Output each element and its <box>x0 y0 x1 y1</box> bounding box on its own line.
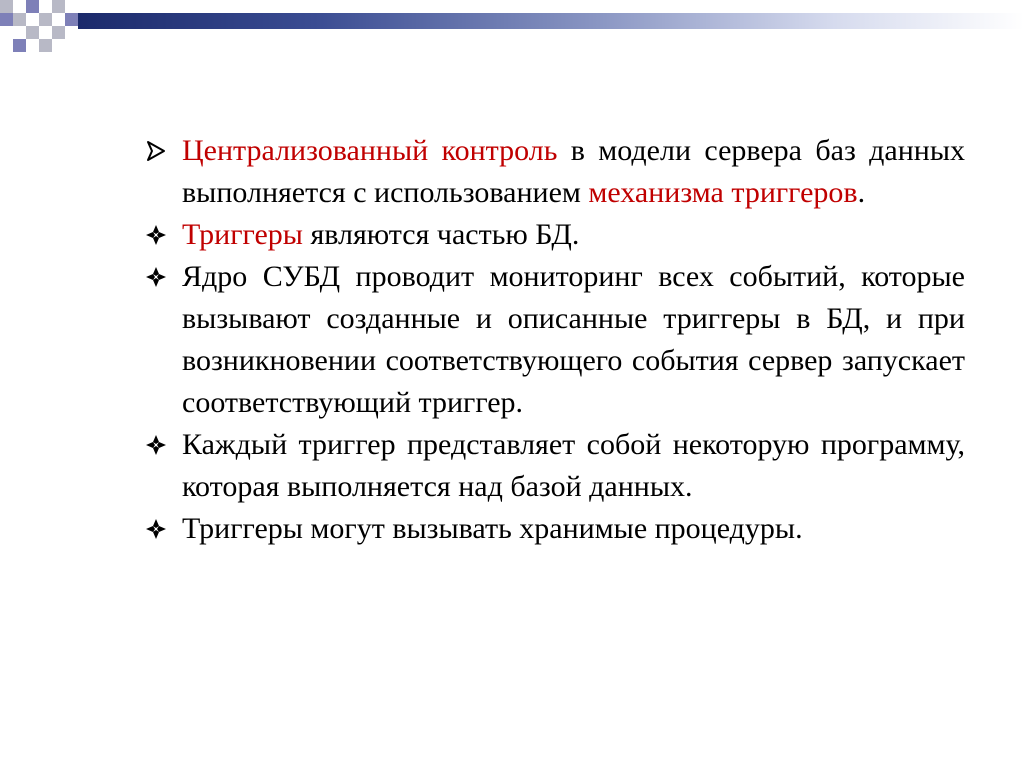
corner-square <box>65 13 78 26</box>
corner-square <box>0 0 13 13</box>
diamond-bullet-icon <box>145 508 175 550</box>
corner-square <box>13 0 26 13</box>
bullet-text-part: . <box>857 176 866 209</box>
bullet-item <box>145 130 965 214</box>
corner-square <box>39 39 52 52</box>
bullet-text-part: Каждый триггер представляет собой некоторую программу, которая выполняется над базой данных. <box>182 428 965 503</box>
bullet-item <box>145 214 965 256</box>
slide-content <box>145 130 965 550</box>
bullet-text-part: Триггеры <box>182 218 303 251</box>
corner-square <box>52 26 65 39</box>
bullet-text-part: в модели сервера баз данных выполняется с использованием <box>182 134 965 209</box>
bullet-text-part: Триггеры могут вызывать хранимые процедуры. <box>182 512 803 545</box>
bullet-item <box>145 424 965 508</box>
bullet-text-part: Ядро СУБД проводит мониторинг всех событий, которые вызывают созданные и описанные триггеры в БД, и при возникновении соответствующего события сервер запускает соответствующий триггер. <box>182 260 965 419</box>
corner-square <box>13 13 26 26</box>
corner-square <box>52 0 65 13</box>
bullet-item <box>145 508 965 550</box>
diamond-bullet-icon <box>145 424 175 466</box>
diamond-bullet-icon <box>145 214 175 256</box>
corner-square <box>26 0 39 13</box>
corner-square <box>0 13 13 26</box>
corner-squares-decoration <box>0 0 80 60</box>
corner-square <box>26 26 39 39</box>
corner-square <box>39 13 52 26</box>
bullet-text-part: Централизованный контроль <box>182 134 558 167</box>
bullet-text-part: являются частью БД. <box>302 218 580 251</box>
bullet-text-part: механизма триггеров <box>588 176 858 209</box>
bullet-item <box>145 256 965 424</box>
header-gradient-bar <box>78 13 1024 29</box>
corner-square <box>13 39 26 52</box>
diamond-bullet-icon <box>145 256 175 298</box>
arrow-bullet-icon <box>145 130 175 172</box>
